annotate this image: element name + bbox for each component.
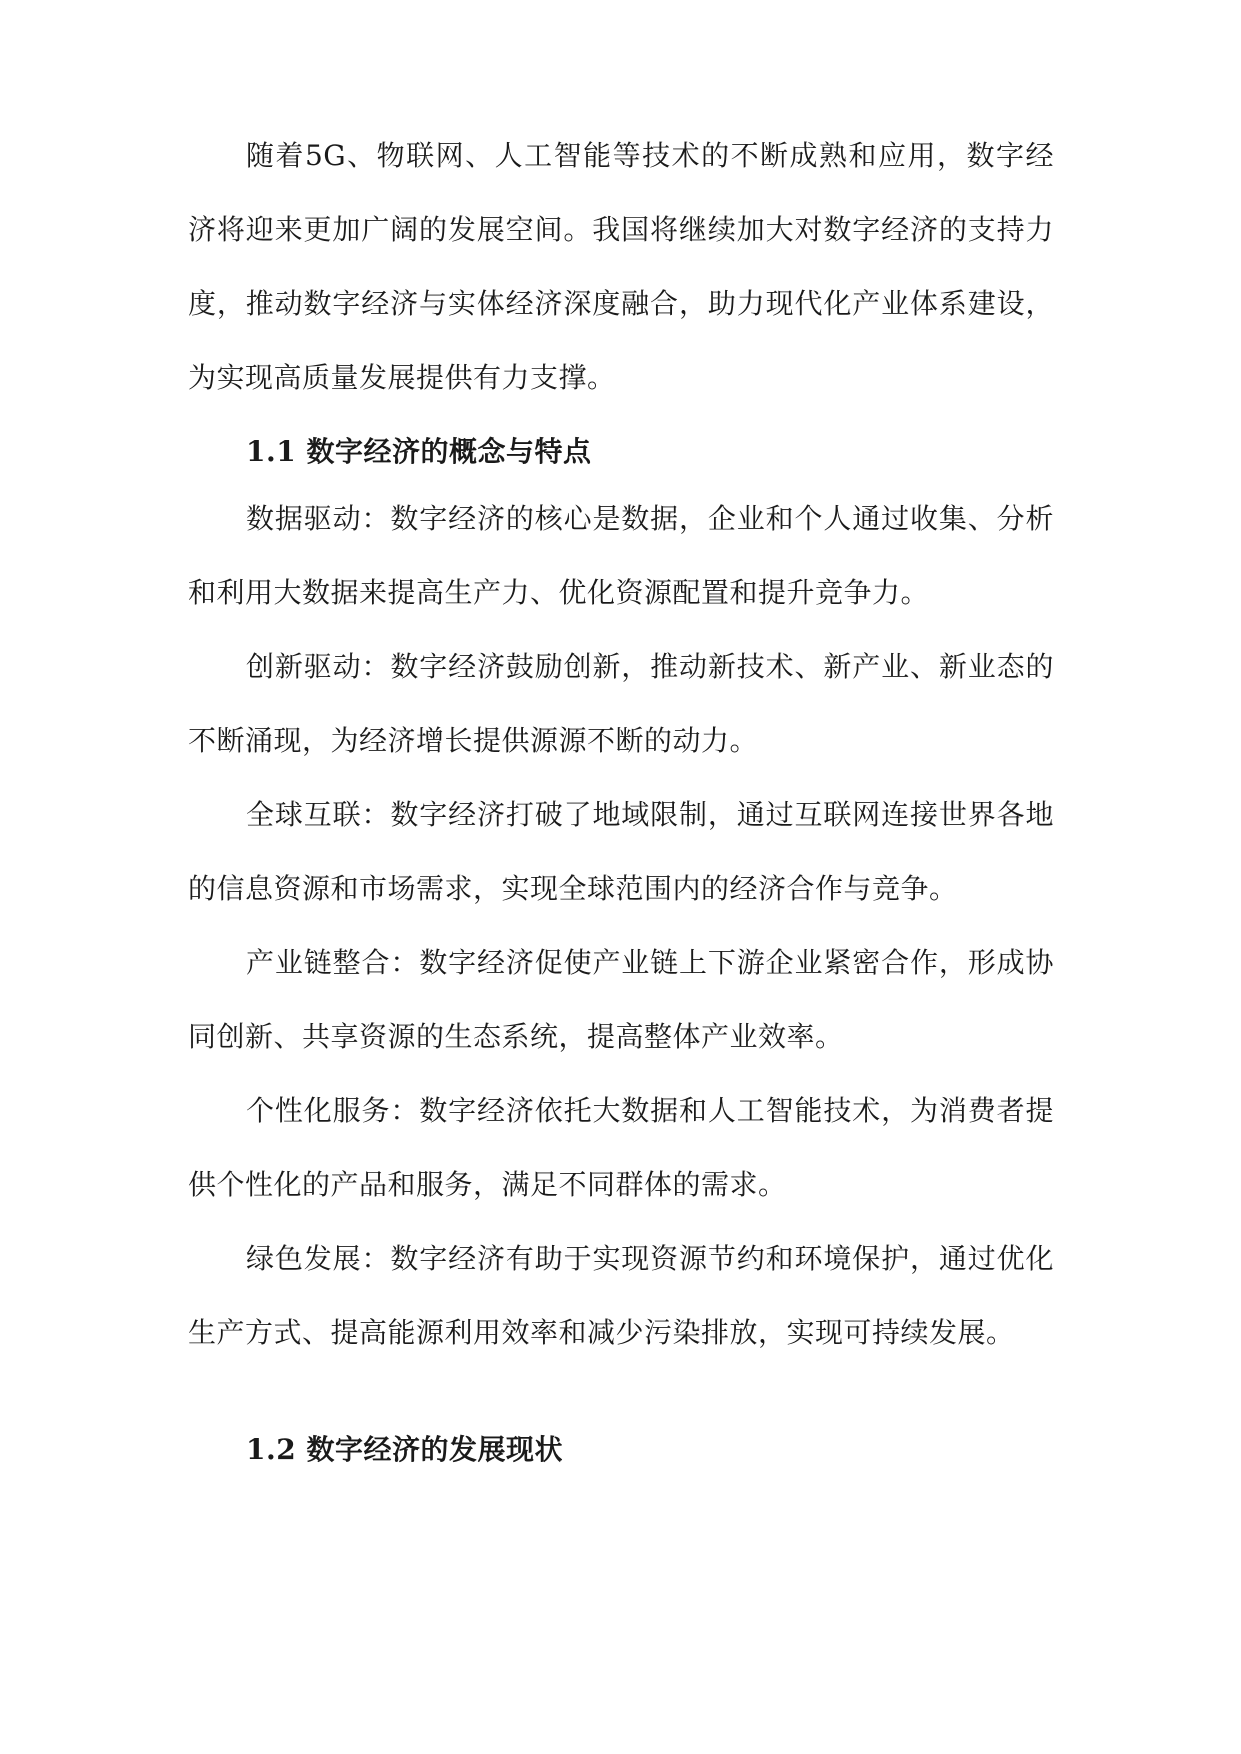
section-heading-1-2: 1.2 数字经济的发展现状 [246,1433,563,1466]
intro-paragraph: 随着5G、物联网、人工智能等技术的不断成熟和应用，数字经济将迎来更加广阔的发展空间。我国将继续加大对数字经济的支持力度，推动数字经济与实体经济深度融合，助力现代化产业体系建设，为实现高质量发展提供有力支撑。 [188,139,1054,394]
paragraph-personalized-service: 个性化服务：数字经济依托大数据和人工智能技术，为消费者提供个性化的产品和服务，满足不同群体的需求。 [188,1094,1054,1201]
paragraph-industry-chain-integration: 产业链整合：数字经济促使产业链上下游企业紧密合作，形成协同创新、共享资源的生态系统，提高整体产业效率。 [188,946,1054,1053]
paragraph-green-development: 绿色发展：数字经济有助于实现资源节约和环境保护，通过优化生产方式、提高能源利用效率和减少污染排放，实现可持续发展。 [188,1242,1054,1349]
section-heading-1-1: 1.1 数字经济的概念与特点 [246,435,592,468]
paragraph-data-driven: 数据驱动：数字经济的核心是数据，企业和个人通过收集、分析和利用大数据来提高生产力、优化资源配置和提升竞争力。 [188,502,1054,609]
paragraph-innovation-driven: 创新驱动：数字经济鼓励创新，推动新技术、新产业、新业态的不断涌现，为经济增长提供源源不断的动力。 [188,650,1054,757]
paragraph-global-interconnection: 全球互联：数字经济打破了地域限制，通过互联网连接世界各地的信息资源和市场需求，实现全球范围内的经济合作与竞争。 [188,798,1054,905]
